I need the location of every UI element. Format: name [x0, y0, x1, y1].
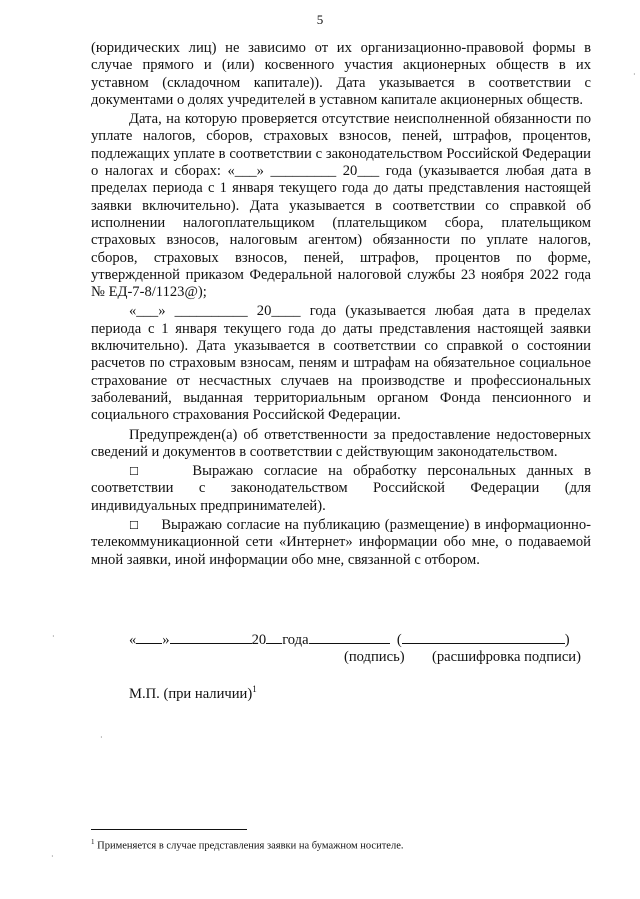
decode-open-paren: (: [396, 632, 402, 648]
page-number: 5: [316, 12, 324, 27]
footnote-separator: [91, 829, 247, 830]
paragraph-tax-date: Дата, на которую проверяется отсутствие неисполненной обязанности по уплате налогов, сборов, страховых взносов, пеней, штрафов, процентов, подлежащих уплате в соответствии с законодательством Российской Федерации о налогах и сборах: «___» _________ 20___ года (указывается любая дата в пределах периода с 1 января текущего года до даты представления настоящей заявки включительно). Дата указывается в соответствии со справкой об исполнении налогоплательщиком (плательщиком сбора, плательщиком страховых взносов, налоговым агентом) обязанности по уплате налогов, сборов, страховых взносов, пеней, штрафов, процентов по форме, утвержденной приказом Федеральной налоговой службы 23 ноября 2022 года № ЕД-7-8/1123@);: [91, 111, 591, 301]
footnote-text: Применяется в случае представления заявки на бумажном носителе.: [97, 840, 404, 852]
paragraph-shareholders: (юридических лиц) не зависимо от их организационно-правовой формы в случае прямого и (или) косвенного участия акционерных обществ в их уставном (складочном капитале)). Дата указывается в соответствии с документами о долях учредителей в уставном капитале акционерных обществ.: [91, 40, 591, 108]
century-label: 20: [251, 632, 267, 648]
decode-close-paren: ): [564, 632, 570, 648]
decode-caption: (расшифровка подписи): [432, 649, 581, 665]
scan-speck: ·: [100, 733, 103, 742]
stamp-label: [129, 684, 257, 703]
paragraph-insurance-date: «___» __________ 20____ года (указывается любая дата в пределах периода с 1 января текущего года до даты представления настоящей заявки включительно). Дата указывается в соответствии со справкой о состоянии расчетов по страховым взносам, пеням и штрафам на обязательное социальное страхование от несчастных случаев на производстве и профессиональных заболеваний, выданная территориальным органом Фонда пенсионного и социального страхования Российской Федерации.: [91, 303, 591, 424]
stamp-footnote-ref: 1: [252, 684, 257, 694]
scan-speck: ·: [51, 852, 54, 861]
scan-speck: ·: [633, 70, 636, 79]
date-close-quote: »: [162, 632, 170, 648]
signature-blank[interactable]: [309, 629, 390, 644]
consent-personal-data: [91, 463, 591, 515]
year-blank[interactable]: [266, 629, 282, 644]
paragraph-liability-warning: Предупрежден(а) об ответственности за предоставление недостоверных сведений и документов в соответствии с действующим законодательством.: [91, 426, 591, 460]
signature-line: [129, 629, 570, 649]
document-body: [91, 40, 591, 571]
year-word: года: [282, 632, 309, 648]
date-open-quote: «: [129, 632, 137, 648]
month-blank[interactable]: [170, 629, 252, 644]
signature-caption: (подпись): [344, 649, 405, 665]
scan-speck: ·: [52, 632, 55, 641]
checkbox-personal-data[interactable]: ☐: [129, 465, 139, 479]
consent-personal-data-text: Выражаю согласие на обработку персональных данных в соответствии с законодательством Российской Федерации (для индивидуальных предпринимателей).: [91, 463, 591, 514]
day-blank[interactable]: [136, 629, 162, 644]
stamp-text: М.П. (при наличии): [129, 685, 253, 702]
footnote-ref: 1: [91, 838, 95, 846]
checkbox-publication[interactable]: ☐: [129, 519, 139, 533]
consent-publication: [91, 517, 591, 569]
consent-publication-text: Выражаю согласие на публикацию (размещение) в информационно-телекоммуникационной сети «Интернет» информации обо мне, о подаваемой мной заявки, иной информации обо мне, связанной с отбором.: [91, 517, 591, 568]
name-decode-blank[interactable]: [402, 629, 565, 644]
footnote: [91, 838, 403, 852]
